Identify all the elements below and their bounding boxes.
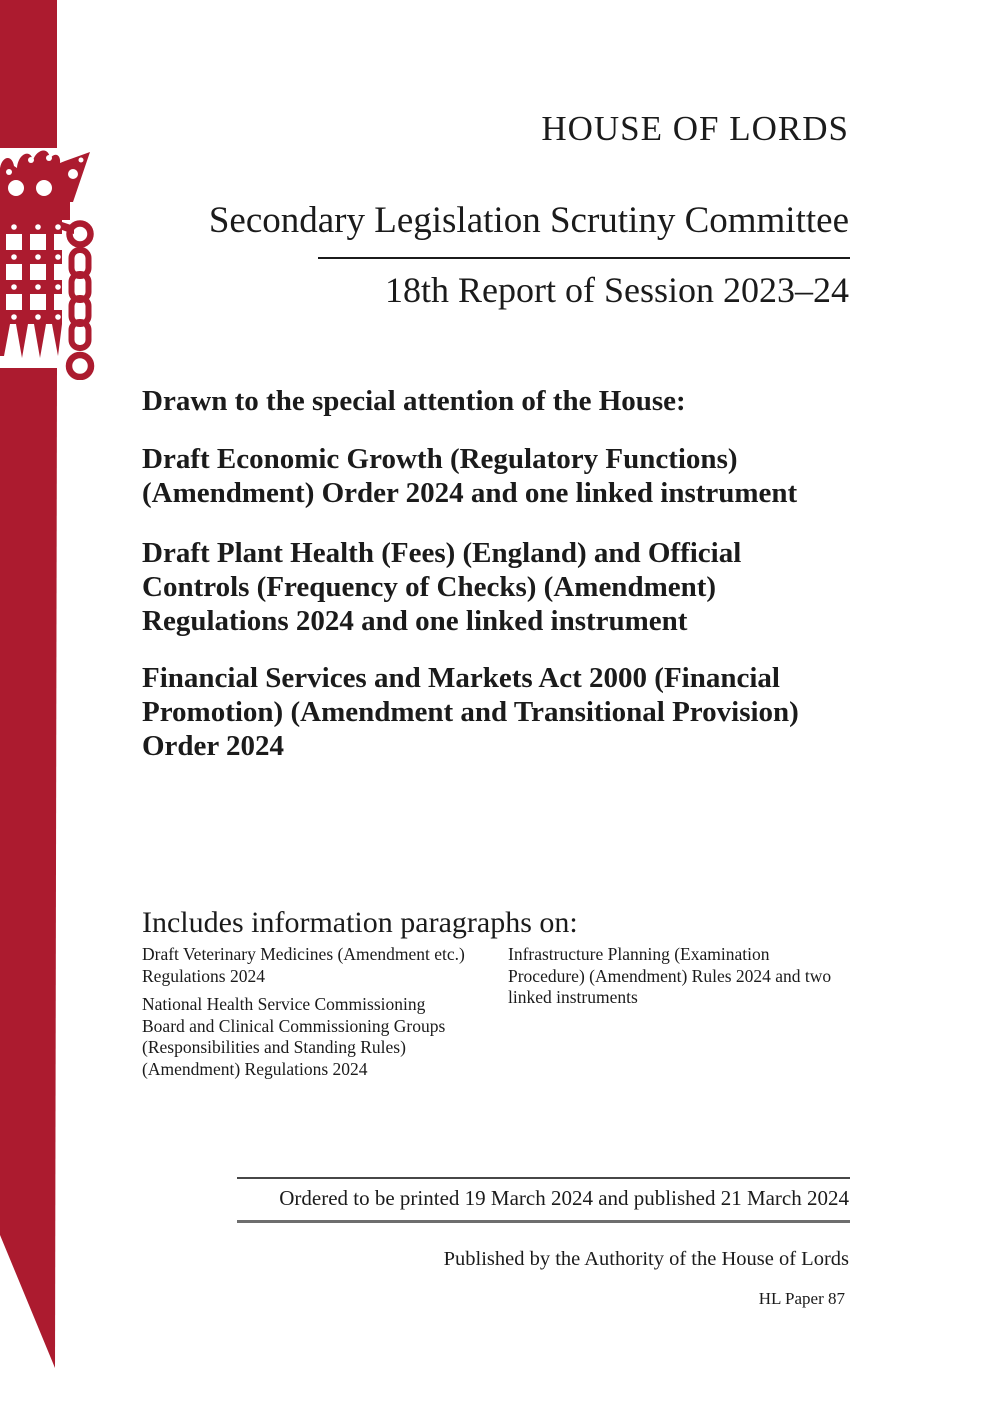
committee-title: Secondary Legislation Scrutiny Committee	[208, 200, 849, 241]
paper-number: HL Paper 87	[758, 1289, 845, 1308]
house-of-lords-logo	[0, 148, 100, 380]
info-item: National Health Service Commissioning Board and Clinical Commissioning Groups (Responsibilities and Standing Rules) (Amendment) Regulations 2024	[142, 994, 446, 1079]
report-subtitle: 18th Report of Session 2023–24	[385, 270, 849, 310]
published-authority-line: Published by the Authority of the House of Lords	[443, 1248, 849, 1270]
page-title: HOUSE OF LORDS	[541, 109, 849, 148]
crowned-portcullis-icon	[0, 148, 100, 380]
info-item: Infrastructure Planning (Examination Procedure) (Amendment) Rules 2024 and two linked instruments	[508, 944, 832, 1007]
special-attention-item: Draft Economic Growth (Regulatory Functions) (Amendment) Order 2024 and one linked instrument	[142, 443, 798, 509]
title-divider	[318, 257, 850, 259]
special-attention-item: Draft Plant Health (Fees) (England) and Official Controls (Frequency of Checks) (Amendment) Regulations 2024 and one linked instrument	[142, 537, 742, 637]
ordered-printed-line: Ordered to be printed 19 March 2024 and published 21 March 2024	[279, 1186, 849, 1210]
info-left-column	[142, 944, 502, 1087]
red-band-main	[0, 368, 57, 1368]
red-band-top	[0, 0, 57, 148]
info-paragraphs-heading: Includes information paragraphs on:	[142, 906, 578, 939]
info-item: Draft Veterinary Medicines (Amendment etc.) Regulations 2024	[142, 944, 465, 986]
footer-divider-top	[237, 1177, 850, 1179]
footer-divider-bottom	[237, 1220, 850, 1223]
info-right-column	[508, 944, 868, 1016]
special-attention-heading: Drawn to the special attention of the House:	[142, 385, 686, 417]
special-attention-item: Financial Services and Markets Act 2000 (Financial Promotion) (Amendment and Transitional Provision) Order 2024	[142, 662, 799, 762]
